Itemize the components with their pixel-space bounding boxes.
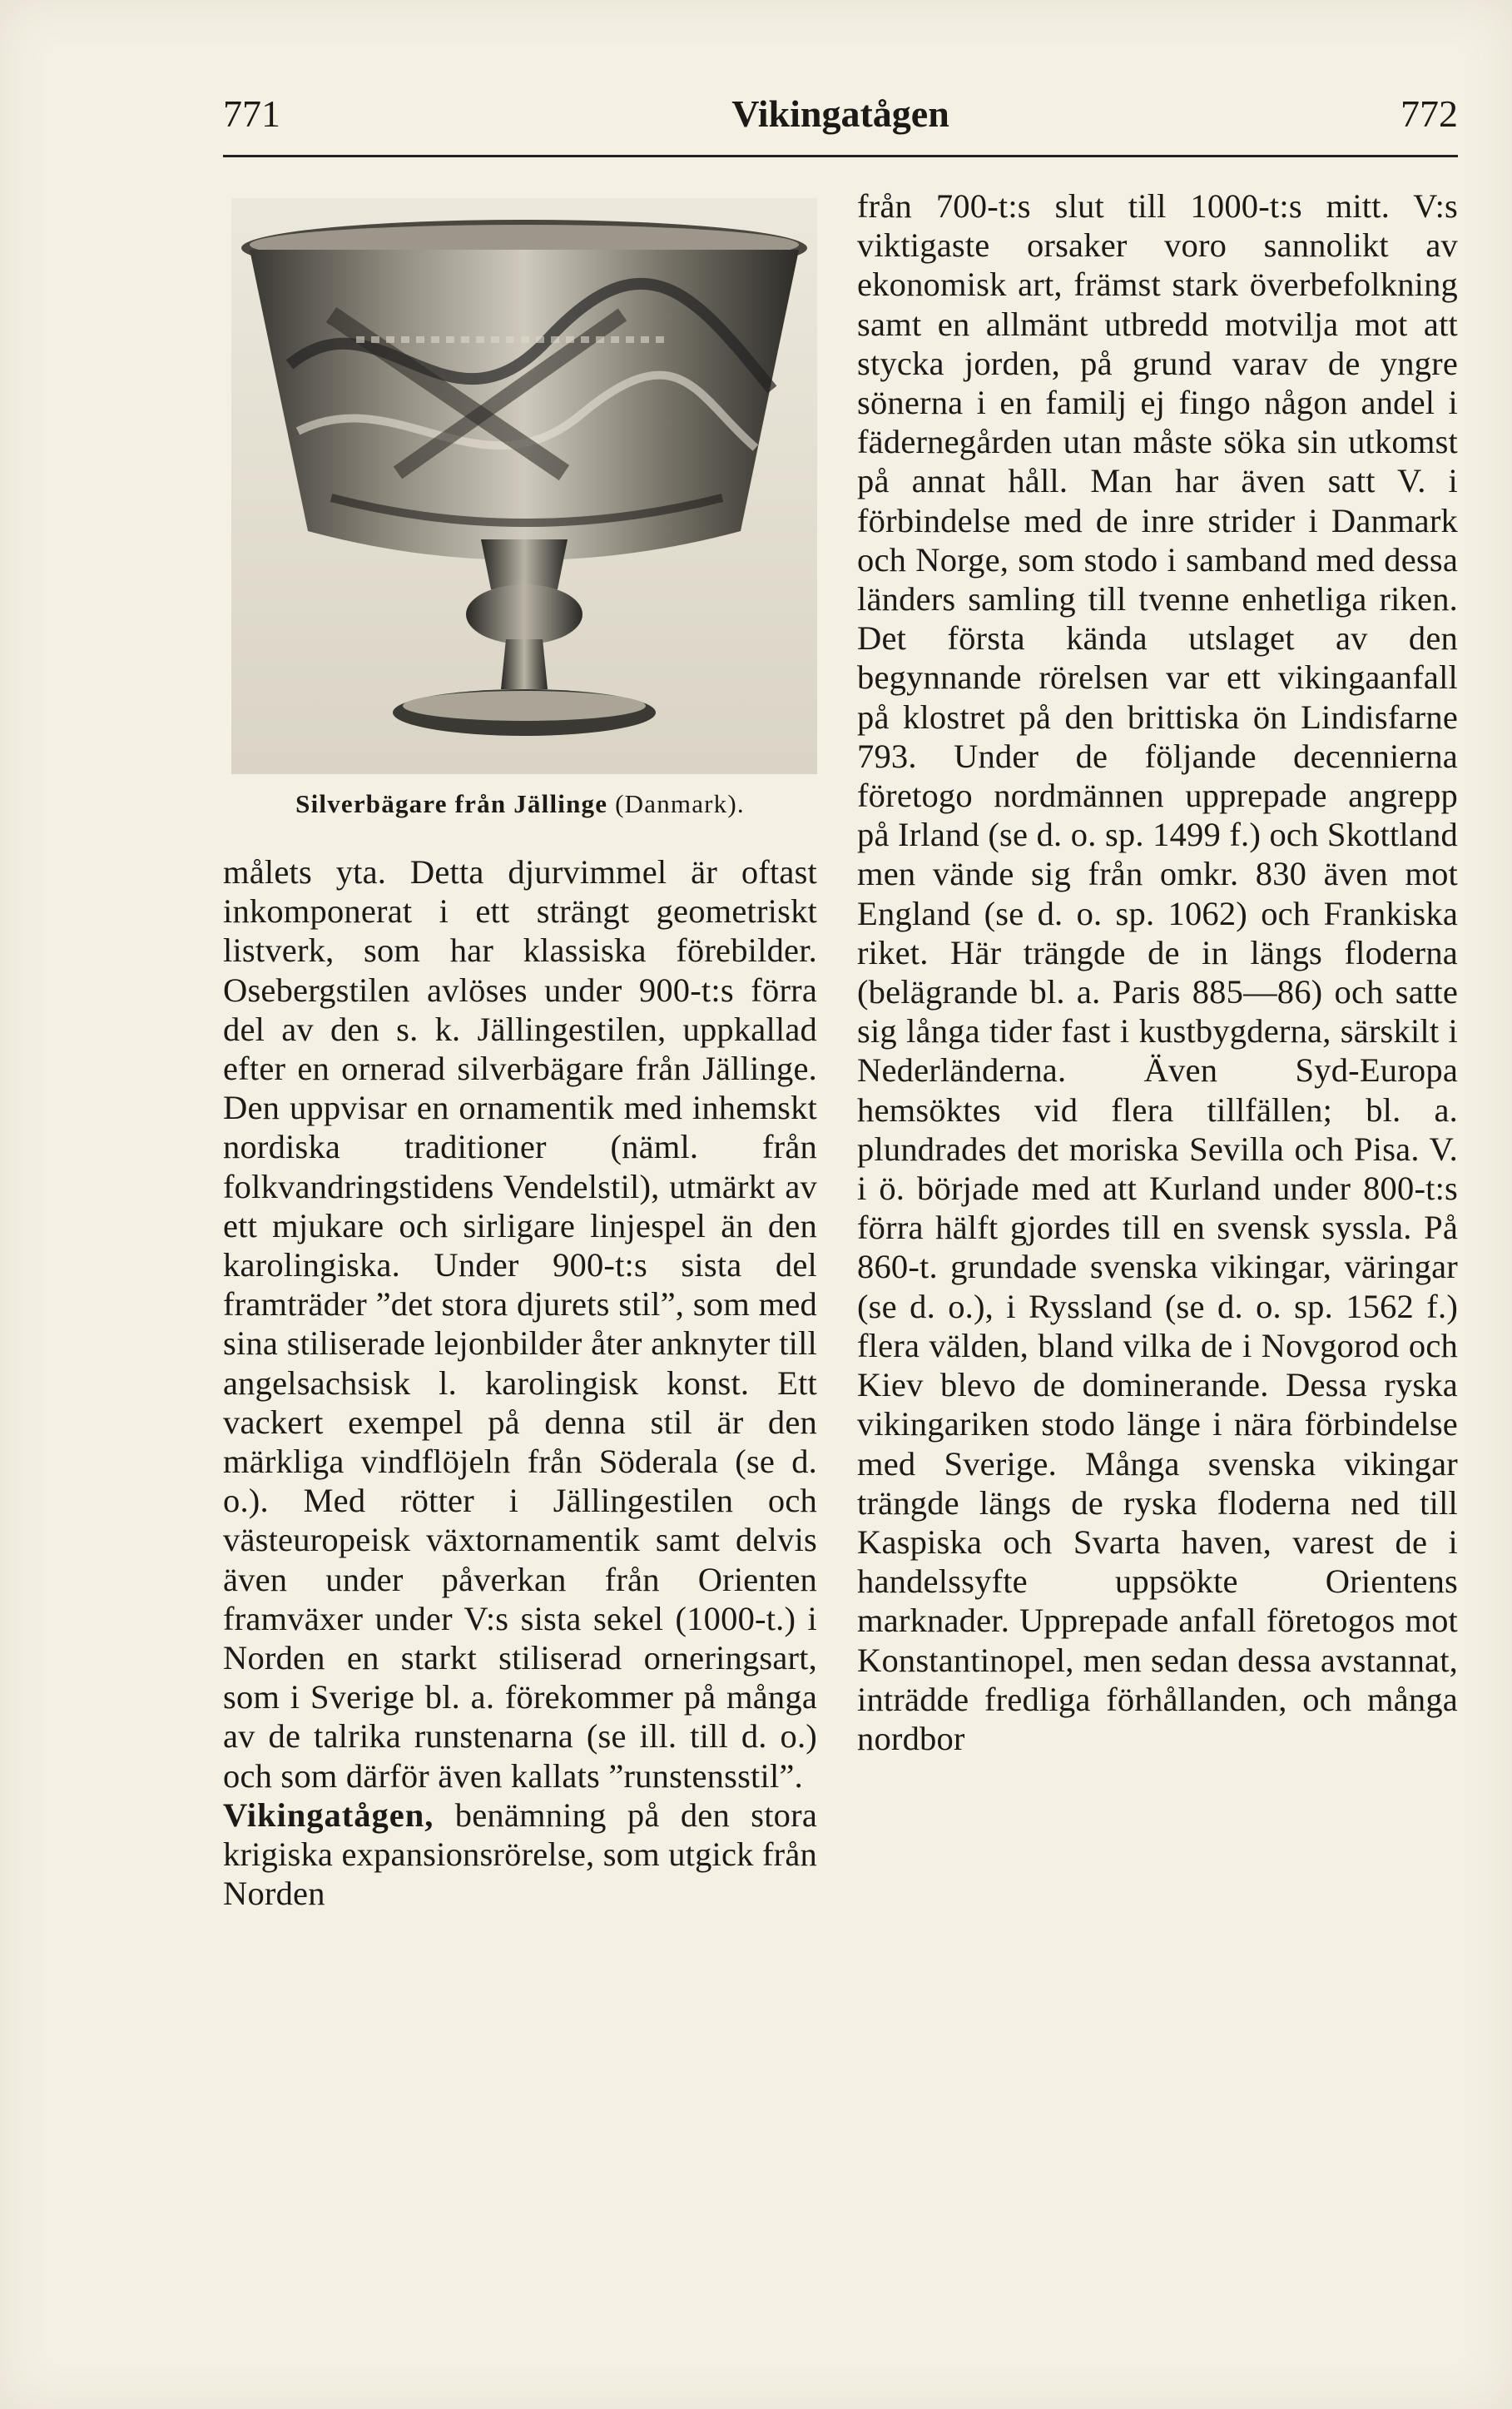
left-paragraph-1: målets yta. Detta djurvimmel är oftast inkomponerat i ett strängt geometriskt listverk, som har klassiska förebilder. Osebergstilen avlöses under 900-t:s förra del av den s. k. Jällingestilen, uppkallad efter en ornerad silverbägare från Jällinge. Den uppvisar en ornamentik med inhemskt nordiska traditioner (näml. från folkvandringstidens Vendelstil), utmärkt av ett mjukare och sirligare linjespel än den karolingiska. Under 900-t:s sista del framträder ”det stora djurets stil”, som med sina stiliserade lejonbilder åter anknyter till angelsachsisk l. karolingisk konst. Ett vackert exempel på denna stil är den märkliga vindflöjeln från Söderala (se d. o.). Med rötter i Jällingestilen och västeuropeisk växtornamentik samt delvis även under påverkan från Orienten framväxer under V:s sista sekel (1000-t.) i Norden en starkt stiliserad orneringsart, som i Sverige bl. a. förekommer på många av de talrika runstenarna (se ill. till d. o.) och som därför även kallats ”runstensstil”. [223,853,817,1795]
left-column [223,852,817,1913]
figure-caption [223,789,817,819]
header-rule [223,155,1458,157]
page-number-left: 771 [223,92,280,135]
caption-rest: (Danmark). [607,789,745,818]
page-number-right: 772 [1400,92,1458,135]
page-title: Vikingatågen [731,92,949,135]
right-paragraph-1: från 700-t:s slut till 1000-t:s mitt. V:s viktigaste orsaker voro sannolikt av ekonomisk art, främst stark överbefolkning samt en allmänt utbredd motvilja mot att stycka jorden, på grund varav de yngre sönerna i en familj ej fingo någon andel i fädernegården utan måste söka sin utkomst på annat håll. Man har även satt V. i förbindelse med de inre strider i Danmark och Norge, som stodo i samband med dessa länders samling till tvenne enhetliga riken. Det första kända utslaget av den begynnande rörelsen var ett vikingaanfall på klostret på den brittiska ön Lindisfarne 793. Under de följande decennierna företogo nordmännen upprepade angrepp på Irland (se d. o. sp. 1499 f.) och Skottland men vände sig från omkr. 830 även mot England (se d. o. sp. 1062) och Frankiska riket. Här trängde de in längs floderna (belägrande bl. a. Paris 885—86) och satte sig långa tider fast i kustbygderna, särskilt i Nederländerna. Även Syd-Europa hemsöktes vid flera tillfällen; bl. a. plundrades det moriska Sevilla och Pisa. V. i ö. började med att Kurland under 800-t:s förra hälft gjordes till en svensk syssla. På 860-t. grundade svenska vikingar, väringar (se d. o.), i Ryssland (se d. o. sp. 1562 f.) flera välden, bland vilka de i Novgorod och Kiev blevo de dominerande. Dessa ryska vikingariken stodo länge i nära förbindelse med Sverige. Många svenska vikingar trängde längs de ryska floderna ned till Kaspiska och Svarta haven, varest de i handelssyfte uppsökte Orientens marknader. Upprepade anfall företogos mot Konstantinopel, men sedan dessa avstannat, inträdde fredliga förhållanden, och många nordbor [857,187,1458,1757]
silver-cup-image [231,198,817,774]
entry-vikingatagen [223,1796,817,1914]
silver-cup-illustration [231,198,817,774]
caption-bold: Silverbägare från Jällinge [295,789,608,818]
right-column [857,186,1458,1758]
page-header [223,92,1458,150]
entry-keyword: Vikingatågen, [223,1796,434,1834]
entry-text: benämning på den stora krigiska expansionsrörelse, som utgick från Norden [223,1796,817,1913]
